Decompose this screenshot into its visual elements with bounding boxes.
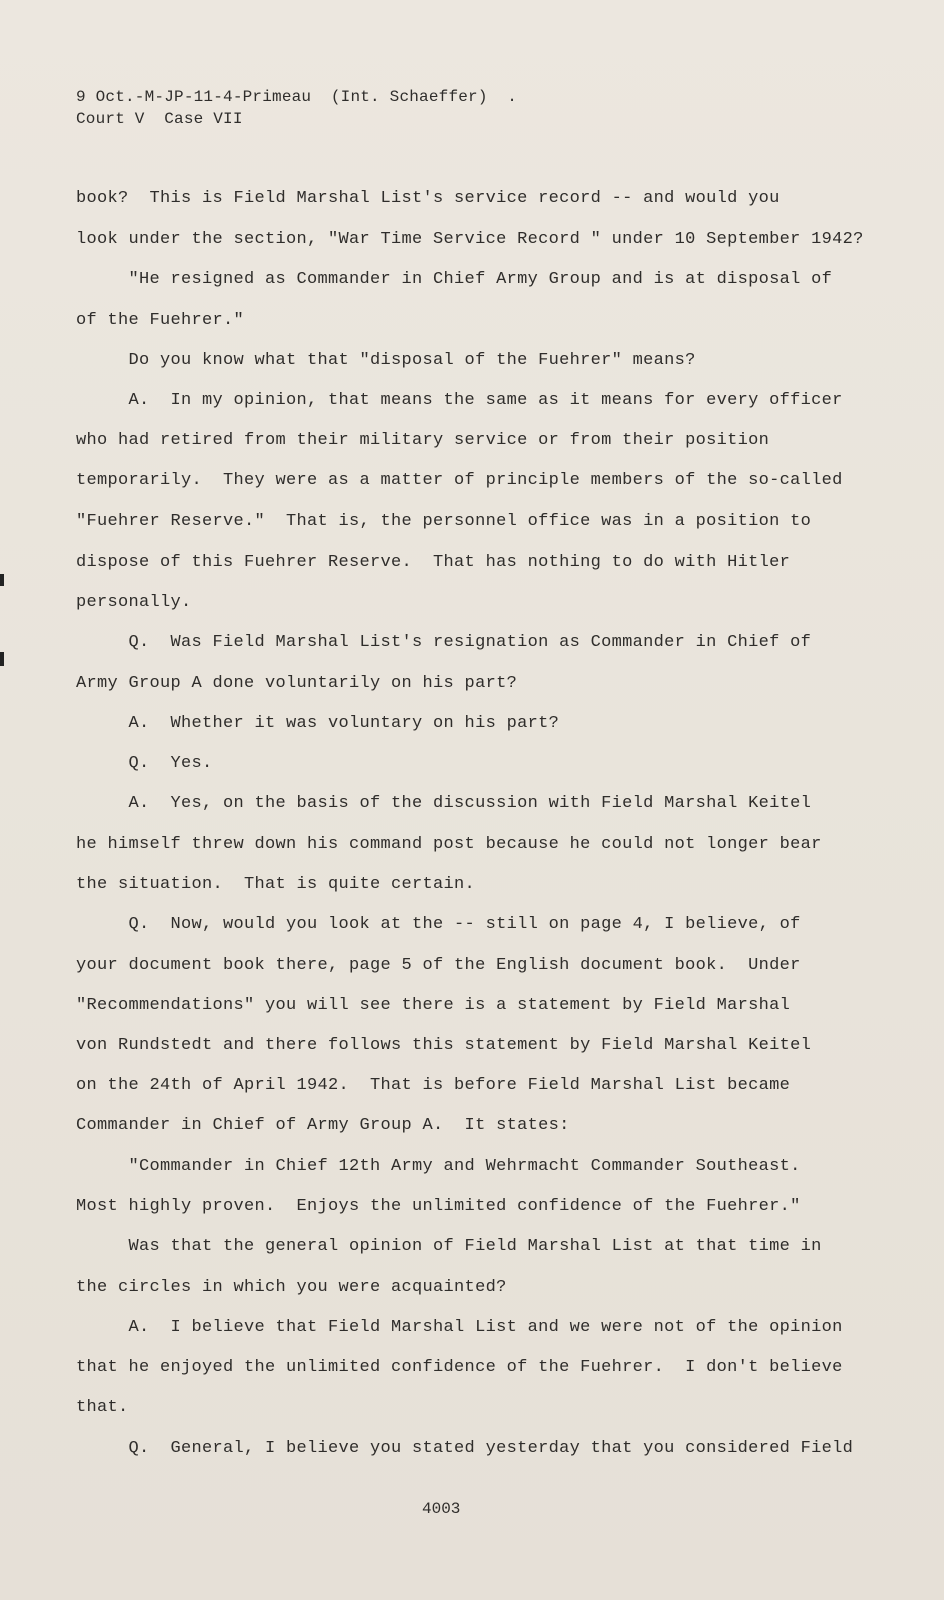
text-line: "Commander in Chief 12th Army and Wehrmacht Commander Southeast.	[76, 1157, 801, 1176]
text-line: Q. General, I believe you stated yesterday that you considered Field	[76, 1439, 854, 1458]
text-line: the situation. That is quite certain.	[76, 875, 476, 894]
header-line-1: 9 Oct.-M-JP-11-4-Primeau (Int. Schaeffer) .	[76, 88, 518, 106]
text-line: "He resigned as Commander in Chief Army Group and is at disposal of	[76, 270, 833, 289]
text-line: who had retired from their military service or from their position	[76, 431, 770, 450]
text-line: A. In my opinion, that means the same as it means for every officer	[76, 391, 843, 410]
scan-edge-mark	[0, 652, 4, 666]
text-line: that.	[76, 1398, 129, 1417]
text-line: Army Group A done voluntarily on his part?	[76, 674, 518, 693]
text-line: A. I believe that Field Marshal List and we were not of the opinion	[76, 1318, 843, 1337]
text-line: Do you know what that "disposal of the Fuehrer" means?	[76, 351, 696, 370]
text-line: Q. Yes.	[76, 754, 213, 773]
text-line: Was that the general opinion of Field Marshal List at that time in	[76, 1237, 822, 1256]
text-line: Q. Was Field Marshal List's resignation as Commander in Chief of	[76, 633, 812, 652]
text-line: personally.	[76, 593, 192, 612]
text-line: book? This is Field Marshal List's service record -- and would you	[76, 189, 780, 208]
text-line: Commander in Chief of Army Group A. It states:	[76, 1116, 570, 1135]
text-line: Q. Now, would you look at the -- still on page 4, I believe, of	[76, 915, 801, 934]
text-line: A. Whether it was voluntary on his part?	[76, 714, 560, 733]
text-line: Most highly proven. Enjoys the unlimited confidence of the Fuehrer."	[76, 1197, 801, 1216]
text-line: von Rundstedt and there follows this statement by Field Marshal Keitel	[76, 1036, 812, 1055]
text-line: on the 24th of April 1942. That is before Field Marshal List became	[76, 1076, 791, 1095]
text-line: that he enjoyed the unlimited confidence of the Fuehrer. I don't believe	[76, 1358, 843, 1377]
text-line: your document book there, page 5 of the English document book. Under	[76, 956, 801, 975]
text-line: he himself threw down his command post because he could not longer bear	[76, 835, 822, 854]
text-line: "Fuehrer Reserve." That is, the personnel office was in a position to	[76, 512, 812, 531]
text-line: the circles in which you were acquainted?	[76, 1278, 507, 1297]
text-line: A. Yes, on the basis of the discussion with Field Marshal Keitel	[76, 794, 812, 813]
text-line: of the Fuehrer."	[76, 311, 245, 330]
text-line: look under the section, "War Time Service Record " under 10 September 1942?	[76, 230, 864, 249]
text-line: temporarily. They were as a matter of principle members of the so-called	[76, 471, 843, 490]
page-number: 4003	[422, 1500, 461, 1518]
document-header	[76, 86, 517, 130]
header-line-2: Court V Case VII	[76, 110, 243, 128]
text-line: "Recommendations" you will see there is a statement by Field Marshal	[76, 996, 791, 1015]
scan-edge-mark	[0, 574, 4, 586]
text-line: dispose of this Fuehrer Reserve. That has nothing to do with Hitler	[76, 553, 791, 572]
